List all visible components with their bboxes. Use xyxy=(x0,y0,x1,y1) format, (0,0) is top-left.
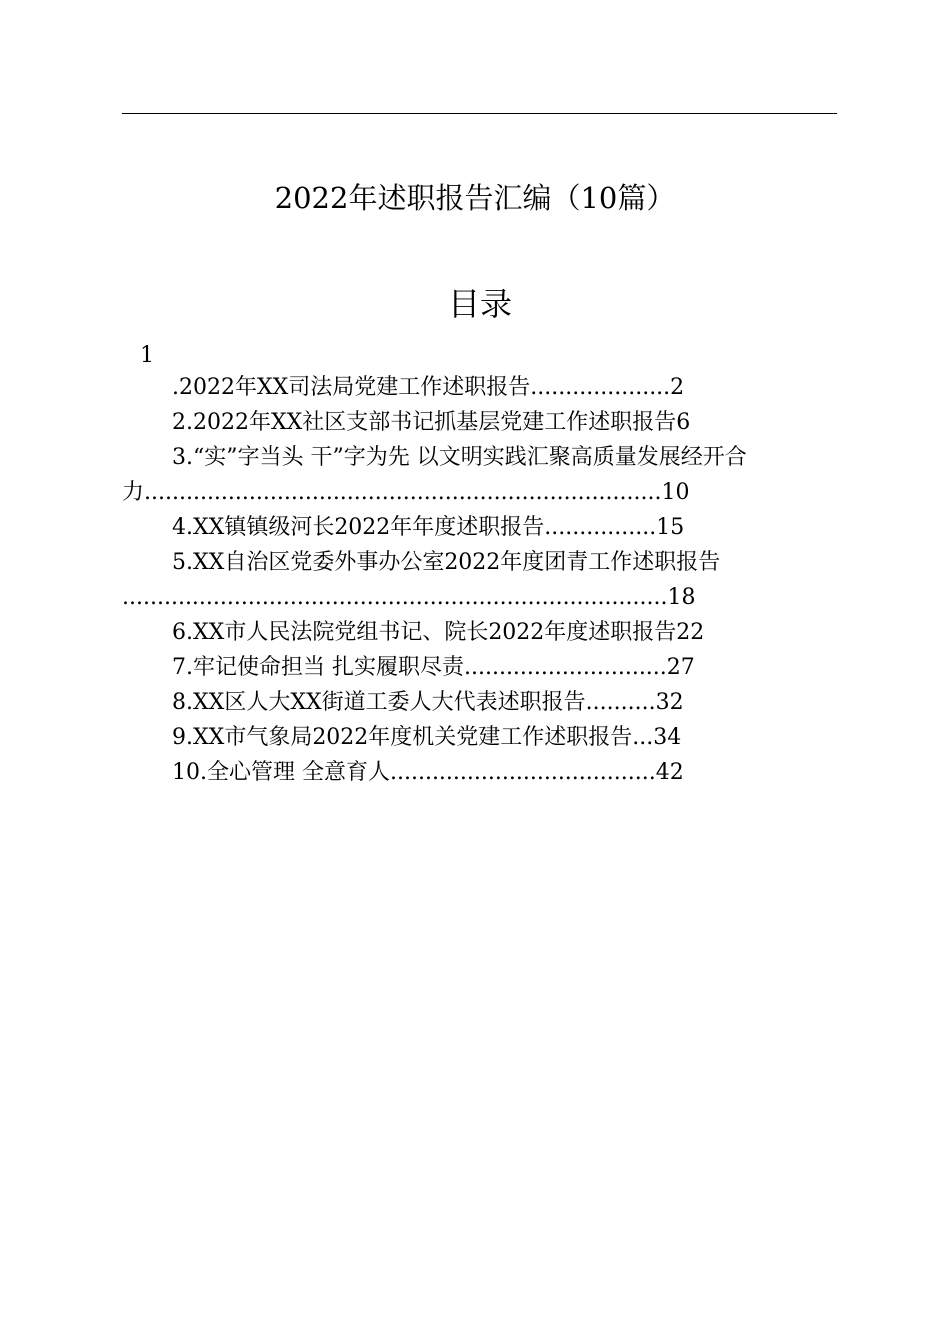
toc-entry-7[interactable]: 7.牢记使命担当 扎实履职尽责.............................27 xyxy=(172,655,695,680)
toc-heading: 目录 xyxy=(447,285,512,323)
toc-entry-5[interactable]: 5.XX自治区党委外事办公室2022年度团青工作述职报告 xyxy=(172,550,721,575)
header-rule xyxy=(122,113,837,114)
toc-entry-3[interactable]: 3.“实”字当头 干”字为先 以文明实践汇聚高质量发展经开合 xyxy=(172,445,747,470)
toc-entry-4[interactable]: 4.XX镇镇级河长2022年年度述职报告................15 xyxy=(172,515,685,540)
toc-entry-9[interactable]: 9.XX市气象局2022年度机关党建工作述职报告...34 xyxy=(172,725,682,750)
toc-entry-10[interactable]: 10.全心管理 全意育人......................................42 xyxy=(172,760,684,785)
toc-entry-3-continued[interactable]: 力..........................................................................10 xyxy=(122,480,690,505)
list-marker: 1 xyxy=(140,343,154,368)
toc-entry-8[interactable]: 8.XX区人大XX街道工委人大代表述职报告..........32 xyxy=(172,690,684,715)
toc-entry-6[interactable]: 6.XX市人民法院党组书记、院长2022年度述职报告22 xyxy=(172,620,705,645)
document-title: 2022年述职报告汇编（10篇） xyxy=(274,181,676,215)
toc-entry-5-continued[interactable]: ..............................................................................18 xyxy=(122,585,696,610)
toc-entry-2[interactable]: 2.2022年XX社区支部书记抓基层党建工作述职报告6 xyxy=(172,410,691,435)
toc-entry-1[interactable]: .2022年XX司法局党建工作述职报告....................2 xyxy=(172,375,685,400)
